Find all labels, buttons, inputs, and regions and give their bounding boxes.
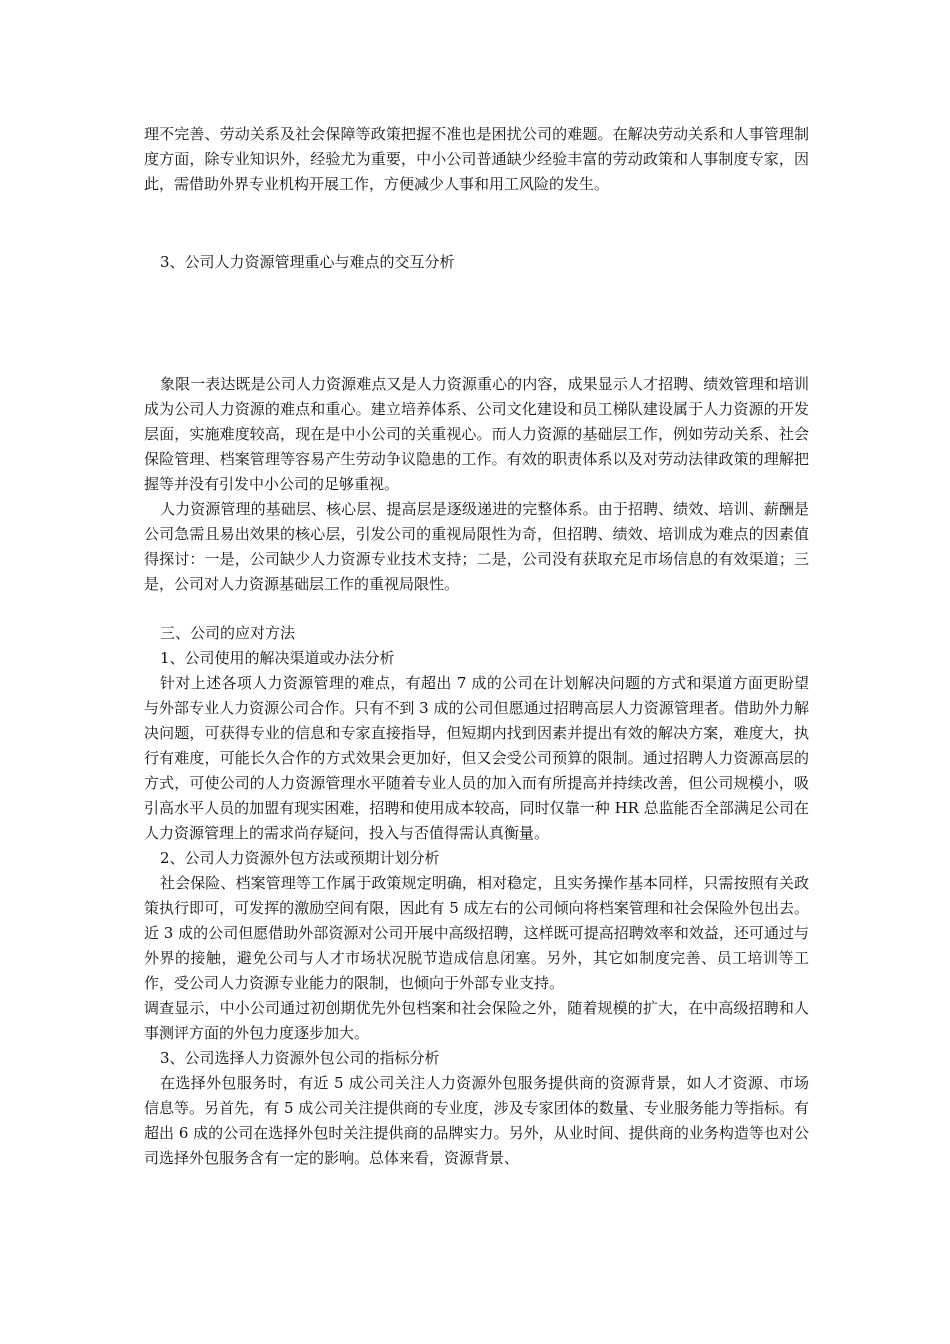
subheading-3: 3、公司选择人力资源外包公司的指标分析 <box>160 1049 440 1067</box>
paragraph-2: 社会保险、档案管理等工作属于政策规定明确，相对稳定，且实务操作基本同样，只需按照有关政策执行即可，可发挥的激励空间有限，因此有 5 成左右的公司倾向将档案管理和社会保险外包出去。近 3 成的公司但愿借助外部资源对公司开展中高级招聘，这样既可提高招聘效率和效益，还可通过与外界的接触，避免公司与人才市场状况脱节造成信息闭塞。另外，其它如制度完善、员工培训等工作，受公司人力资源专业能力的限制，也倾向于外部专业支持。 <box>144 874 809 992</box>
paragraph-quadrant-1: 象限一表达既是公司人力资源难点又是人力资源重心的内容，成果显示人才招聘、绩效管理和培训成为公司人力资源的难点和重心。建立培养体系、公司文化建设和员工梯队建设属于人力资源的开发层面，实施难度较高，现在是中小公司的关重视心。而人力资源的基础层工作，例如劳动关系、社会保险管理、档案管理等容易产生劳动争议隐患的工作。有效的职责体系以及对劳动法律政策的理解把握等并没有引发中小公司的足够重视。 <box>144 375 809 493</box>
section-heading: 三、公司的应对方法 <box>160 624 296 642</box>
subheading-2: 2、公司人力资源外包方法或预期计划分析 <box>160 849 440 867</box>
intro-paragraph <box>144 122 809 197</box>
section-response-methods <box>144 621 809 1171</box>
intro-text: 理不完善、劳动关系及社会保障等政策把握不准也是困扰公司的难题。在解决劳动关系和人事管理制度方面，除专业知识外，经验尤为重要，中小公司普通缺少经验丰富的劳动政策和人事制度专家，因此，需借助外界专业机构开展工作，方便减少人事和用工风险的发生。 <box>144 125 809 193</box>
paragraph-3: 在选择外包服务时，有近 5 成公司关注人力资源外包服务提供商的资源背景，如人才资源、市场信息等。另首先，有 5 成公司关注提供商的专业度，涉及专家团体的数量、专业服务能力等指标。有超出 6 成的公司在选择外包时关注提供商的品牌实力。另外，从业时间、提供商的业务构造等也对公司选择外包服务含有一定的影响。总体来看，资源背景、 <box>144 1074 809 1167</box>
quadrant-analysis <box>144 372 809 597</box>
paragraph-2b: 调查显示，中小公司通过初创期优先外包档案和社会保险之外，随着规模的扩大，在中高级招聘和人事测评方面的外包力度逐步加大。 <box>144 999 809 1042</box>
paragraph-1: 针对上述各项人力资源管理的难点，有超出 7 成的公司在计划解决问题的方式和渠道方面更盼望与外部专业人力资源公司合作。只有不到 3 成的公司但愿通过招聘高层人力资源管理者。借助外力解决问题，可获得专业的信息和专家直接指导，但短期内找到因素并提出有效的解决方案，难度大，执行有难度，可能长久合作的方式效果会更加好，但又会受公司预算的限制。通过招聘人力资源高层的方式，可使公司的人力资源管理水平随着专业人员的加入而有所提高并持续改善，但公司规模小，吸引高水平人员的加盟有现实困难，招聘和使用成本较高，同时仅靠一种 HR 总监能否全部满足公司在人力资源管理上的需求尚存疑问，投入与否值得需认真衡量。 <box>144 674 809 842</box>
subheading-1: 1、公司使用的解决渠道或办法分析 <box>160 649 395 667</box>
paragraph-quadrant-2: 人力资源管理的基础层、核心层、提高层是逐级递进的完整体系。由于招聘、绩效、培训、薪酬是公司急需且易出效果的核心层，引发公司的重视局限性为奇，但招聘、绩效、培训成为难点的因素值得探讨：一是，公司缺少人力资源专业技术支持；二是，公司没有获取充足市场信息的有效渠道；三是，公司对人力资源基础层工作的重视局限性。 <box>144 500 809 593</box>
heading-3: 3、公司人力资源管理重心与难点的交互分析 <box>160 253 455 271</box>
